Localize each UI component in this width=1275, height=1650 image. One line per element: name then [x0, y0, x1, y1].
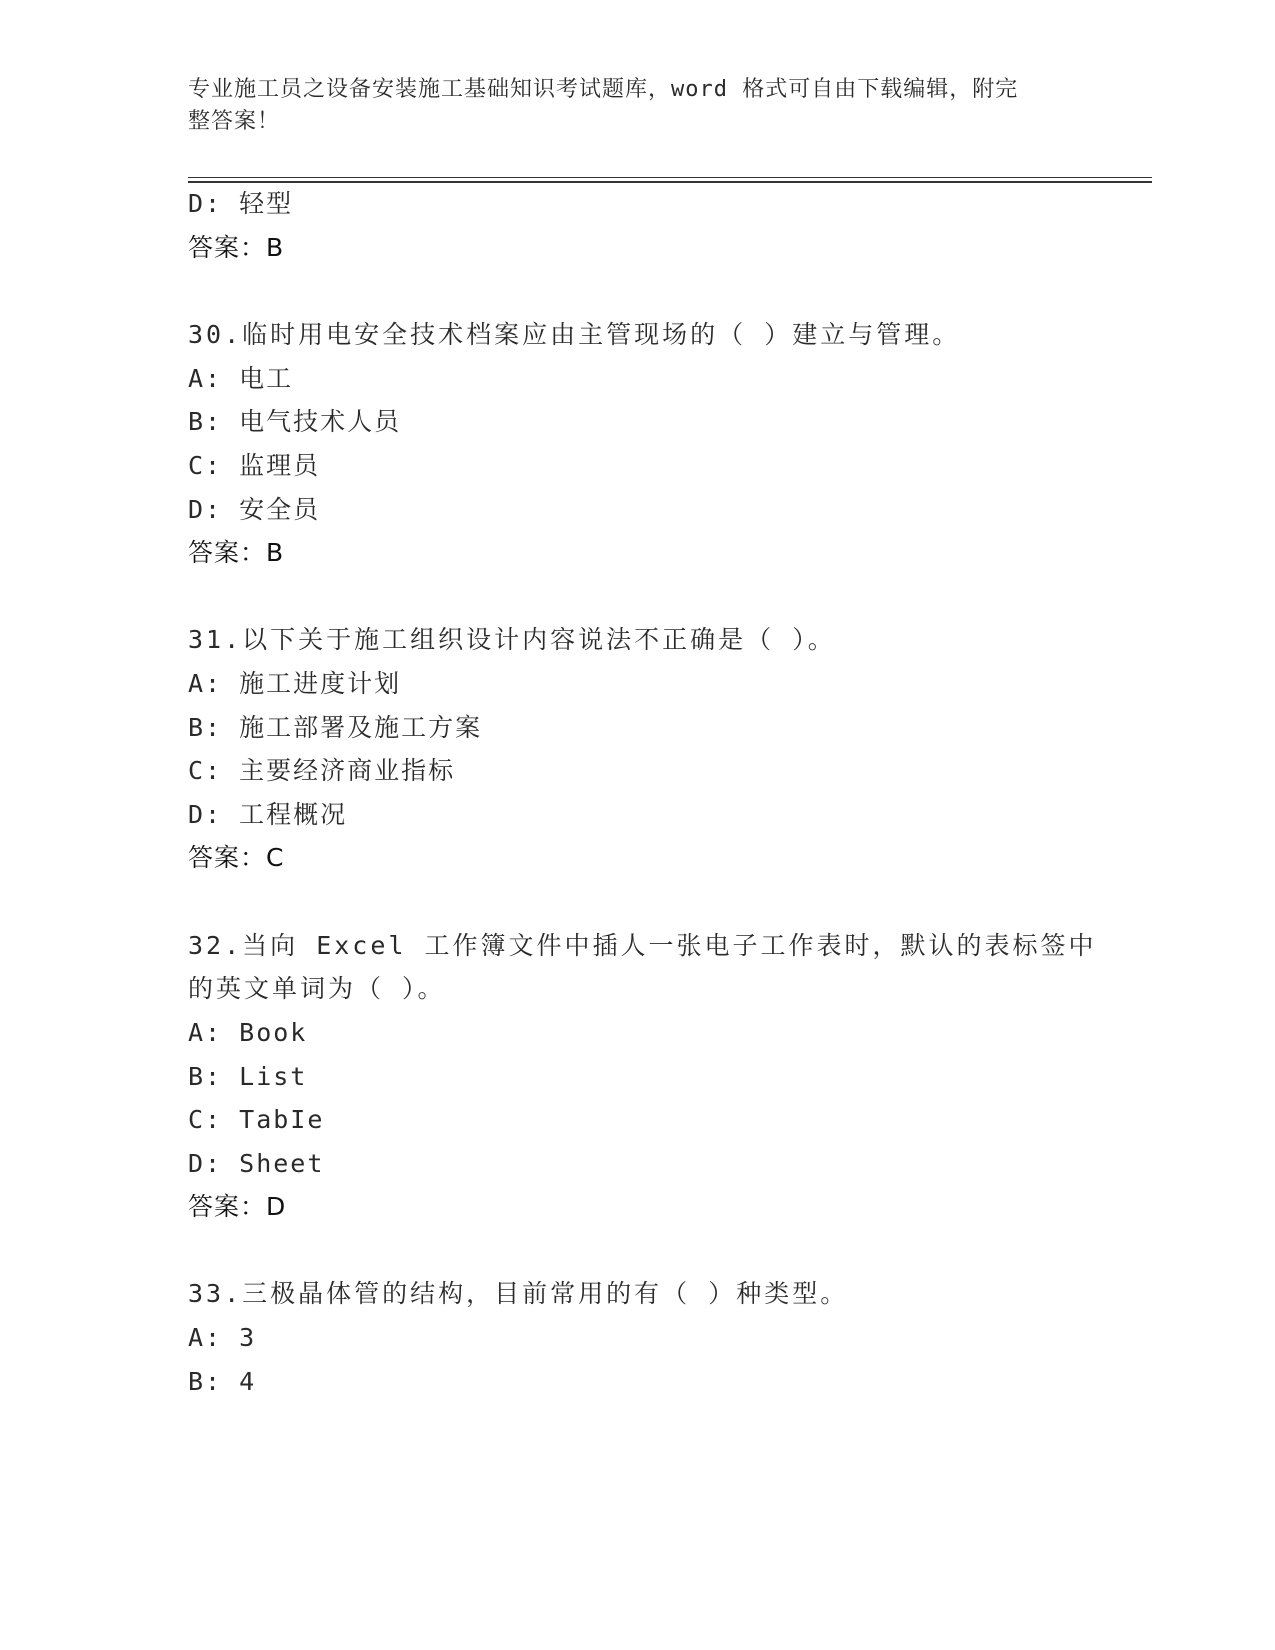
question-32-option-a: A: Book: [188, 1018, 308, 1047]
question-31-option-d: D: 工程概况: [188, 800, 348, 829]
question-31-option-c: C: 主要经济商业指标: [188, 756, 456, 785]
question-31-option-a: A: 施工进度计划: [188, 669, 402, 698]
question-31-option-b: B: 施工部署及施工方案: [188, 713, 483, 742]
question-30-option-c: C: 监理员: [188, 451, 321, 480]
header-line-2: 整答案！: [188, 109, 281, 134]
question-30-stem: 30.临时用电安全技术档案应由主管现场的（ ）建立与管理。: [188, 320, 961, 349]
question-30-option-a: A: 电工: [188, 364, 294, 393]
question-30-option-b: B: 电气技术人员: [188, 407, 402, 436]
prev-answer: 答案：B: [188, 233, 285, 262]
question-30-option-d: D: 安全员: [188, 495, 321, 524]
question-33-option-b: B: 4: [188, 1367, 257, 1396]
question-33-option-a: A: 3: [188, 1323, 257, 1352]
question-32-option-d: D: Sheet: [188, 1149, 325, 1178]
document-header: [188, 74, 1068, 138]
header-line-1: 专业施工员之设备安装施工基础知识考试题库，word 格式可自由下载编辑，附完: [188, 77, 1019, 102]
header-divider-thick: [188, 181, 1152, 183]
question-30-answer: 答案：B: [188, 538, 285, 567]
question-31-stem: 31.以下关于施工组织设计内容说法不正确是（ ）。: [188, 625, 836, 654]
question-32-option-b: B: List: [188, 1062, 308, 1091]
question-32-option-c: C: TabIe: [188, 1105, 325, 1134]
question-33-stem: 33.三极晶体管的结构，目前常用的有（ ）种类型。: [188, 1279, 849, 1308]
question-32-stem-line-1: 32.当向 Excel 工作簿文件中插人一张电子工作表时，默认的表标签中: [188, 931, 1097, 960]
prev-option-d: D: 轻型: [188, 189, 294, 218]
question-32-answer: 答案：D: [188, 1192, 287, 1221]
question-32-stem-line-2: 的英文单词为（ ）。: [188, 974, 446, 1003]
header-divider-thin: [188, 177, 1152, 178]
question-31-answer: 答案：C: [188, 843, 285, 872]
